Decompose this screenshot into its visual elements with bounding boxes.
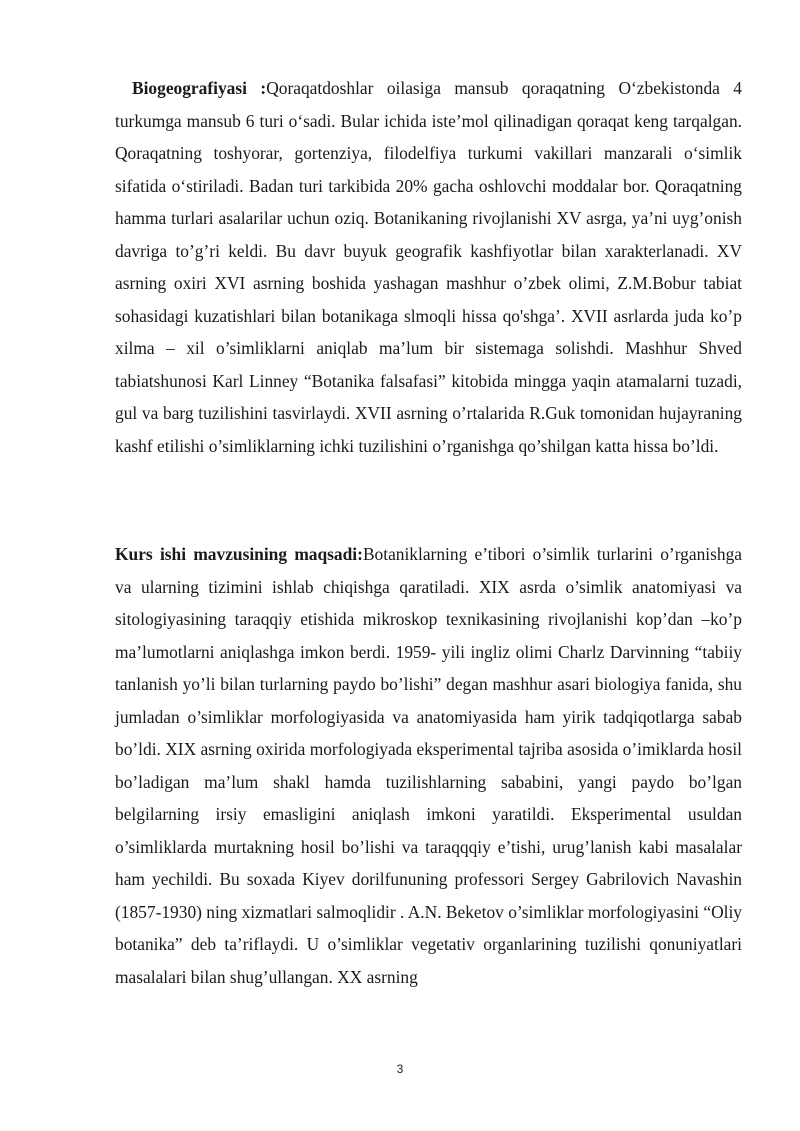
page-number: 3 (396, 1062, 404, 1076)
paragraph-lead-course-goal: Kurs ishi mavzusining maqsadi: (115, 544, 363, 564)
paragraph-course-goal (115, 538, 742, 993)
paragraph-biogeography (115, 72, 742, 462)
paragraph-body-course-goal: Botaniklarning e’tibori o’simlik turlarini o’rganishga va ularning tizimini ishlab chiqishga qaratiladi. XIX asrda o’simlik anatomiyasi va sitologiyasining taraqqiy etishida mikroskop texnikasining rivojlanishi kop’dan –ko’p ma’lumotlarni aniqlashga imkon berdi. 1959- yili ingliz olimi Charlz Darvinning “tabiiy tanlanish yo’li bilan turlarning paydo bo’lishi” degan mashhur asari biologiya fanida, shu jumladan o’simliklar morfologiyasida va anatomiyasida ham yirik tadqiqotlarga sabab bo’ldi. XIX asrning oxirida morfologiyada eksperimental tajriba asosida o’imiklarda hosil bo’ladigan ma’lum shakl hamda tuzilishlarning sababini, yangi paydo bo’lgan belgilarning irsiy emasligini aniqlash imkoni yaratildi. Eksperimental usuldan o’simliklarda murtakning hosil bo’lishi va taraqqqiy e’tishi, urug’lanish kabi masalalar ham yechildi. Bu soxada Kiyev dorilfununing professori Sergey Gabrilovich Navashin (1857-1930) ning xizmatlari salmoqlidir . A.N. Beketov o’simliklar morfologiyasini “Oliy botanika” deb ta’riflaydi. U o’simliklar vegetativ organlarining tuzilishi qonuniyatlari masalalari bilan shug’ullangan. XX asrning (115, 544, 742, 987)
paragraph-lead-biogeography: Biogeografiyasi : (132, 78, 267, 98)
paragraph-body-biogeography: Qoraqatdoshlar oilasiga mansub qoraqatning O‘zbekistonda 4 turkumga mansub 6 turi o‘sadi. Bular ichida iste’mol qilinadigan qoraqat keng tarqalgan. Qoraqatning toshyorar, gortenziya, filodelfiya turkumi vakillari manzarali o‘simlik sifatida o‘stiriladi. Badan turi tarkibida 20% gacha oshlovchi moddalar bor. Qoraqatning hamma turlari asalarilar uchun oziq. Botanikaning rivojlanishi XV asrga, ya’ni uyg’onish davriga to’g’ri keldi. Bu davr buyuk geografik kashfiyotlar bilan xarakterlanadi. XV asrning oxiri XVI asrning boshida yashagan mashhur o’zbek olimi, Z.M.Bobur tabiat sohasidagi kuzatishlari bilan botanikaga slmoqli hissa qo'shga’. XVII asrlarda juda ko’p xilma – xil o’simliklarni aniqlab ma’lum bir sistemaga solishdi. Mashhur Shved tabiatshunosi Karl Linney “Botanika falsafasi” kitobida mingga yaqin atamalarni tuzadi, gul va barg tuzilishini tasvirlaydi. XVII asrning o’rtalarida R.Guk tomonidan hujayraning kashf etilishi o’simliklarning ichki tuzilishini o’rganishga qo’shilgan katta hissa bo’ldi. (115, 78, 742, 456)
